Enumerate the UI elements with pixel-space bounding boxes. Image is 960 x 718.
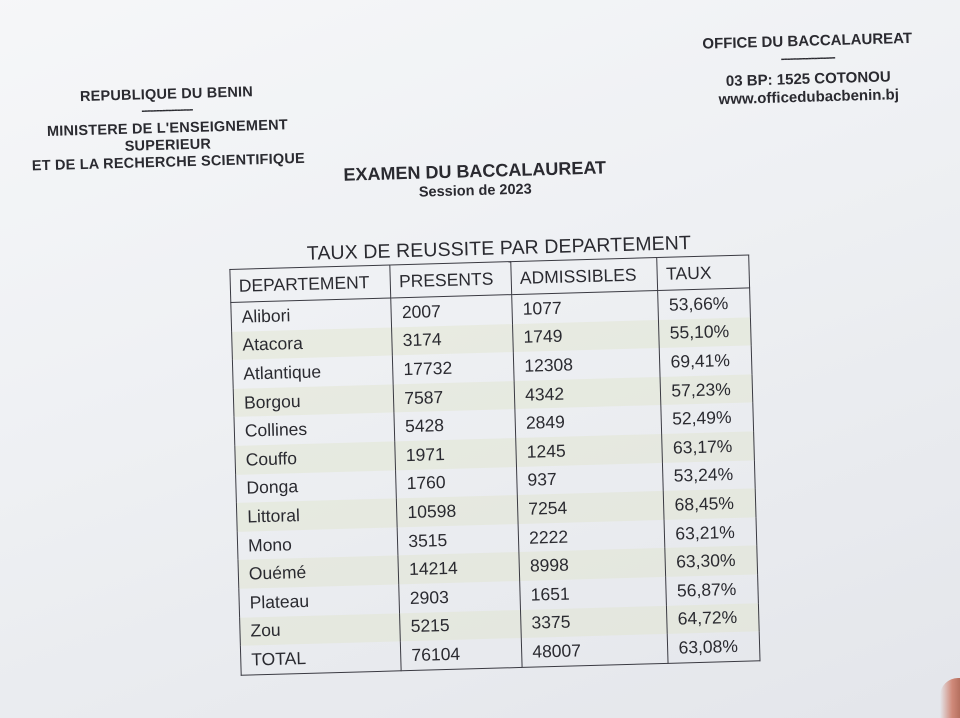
- cell-presents: 2903: [399, 581, 521, 613]
- cell-presents: 3174: [392, 324, 514, 356]
- cell-departement: Atlantique: [232, 356, 393, 389]
- column-header-admissibles: ADMISSIBLES: [511, 258, 658, 295]
- exam-title: EXAMEN DU BACCALAUREAT: [343, 157, 607, 185]
- cell-admissibles: 4342: [514, 377, 661, 410]
- cell-admissibles: 7254: [517, 491, 664, 524]
- cell-presents: 3515: [397, 524, 519, 556]
- cell-departement: Alibori: [231, 298, 392, 332]
- header-right-separator: ------------------: [780, 49, 835, 66]
- cell-admissibles: 2222: [518, 520, 665, 553]
- cell-presents: 1971: [395, 438, 517, 470]
- cell-admissibles: 1749: [513, 320, 660, 353]
- cell-departement: Atacora: [232, 327, 393, 360]
- cell-presents: 5428: [394, 409, 516, 441]
- cell-taux: 55,10%: [659, 317, 751, 348]
- cell-taux: 63,30%: [665, 546, 757, 577]
- cell-taux: 57,23%: [660, 374, 752, 405]
- cell-departement: Couffo: [235, 441, 396, 474]
- cell-admissibles: 8998: [519, 548, 666, 581]
- cell-taux: 63,17%: [662, 431, 754, 462]
- cell-admissibles: 3375: [521, 605, 668, 638]
- cell-taux: 56,87%: [666, 574, 758, 605]
- cell-admissibles: 937: [517, 462, 664, 495]
- cell-taux: 53,24%: [663, 460, 755, 491]
- cell-departement: Zou: [240, 613, 401, 646]
- column-header-presents: PRESENTS: [390, 262, 512, 298]
- table-title: TAUX DE REUSSITE PAR DEPARTEMENT: [306, 232, 692, 265]
- cell-presents: 2007: [391, 295, 513, 327]
- office-name: OFFICE DU BACCALAUREAT: [702, 29, 913, 53]
- cell-presents: 5215: [400, 609, 522, 641]
- ministry-line-1: MINISTERE DE L'ENSEIGNEMENT: [46, 117, 289, 140]
- cell-taux: 68,45%: [664, 489, 756, 520]
- cell-taux: 53,66%: [658, 288, 750, 320]
- total-label: TOTAL: [240, 641, 401, 675]
- cell-presents: 14214: [398, 552, 520, 584]
- cell-departement: Donga: [236, 470, 397, 503]
- cell-departement: Borgou: [233, 384, 394, 417]
- column-header-departement: DEPARTEMENT: [230, 265, 391, 302]
- total-taux: 63,08%: [668, 631, 760, 663]
- cell-taux: 52,49%: [661, 403, 753, 434]
- header-right: [677, 29, 939, 110]
- cell-admissibles: 1077: [512, 291, 659, 324]
- cell-presents: 10598: [397, 495, 519, 527]
- cell-presents: 17732: [393, 352, 515, 384]
- finger-shadow: [940, 678, 960, 718]
- cell-presents: 1760: [396, 467, 518, 499]
- cell-departement: Plateau: [239, 584, 400, 617]
- exam-heading: [324, 156, 625, 204]
- header-left-separator: -----------------: [141, 101, 193, 118]
- column-header-taux: TAUX: [657, 255, 749, 291]
- total-presents: 76104: [401, 638, 523, 670]
- ministry-line-3: ET DE LA RECHERCHE SCIENTIFIQUE: [31, 150, 306, 175]
- total-admissibles: 48007: [521, 634, 668, 667]
- cell-presents: 7587: [393, 381, 515, 413]
- cell-taux: 64,72%: [667, 603, 759, 634]
- cell-taux: 63,21%: [664, 517, 756, 548]
- header-left: [16, 82, 318, 175]
- country-name: REPUBLIQUE DU BENIN: [79, 84, 254, 106]
- cell-admissibles: 12308: [513, 348, 660, 381]
- cell-departement: Littoral: [236, 499, 397, 532]
- cell-departement: Collines: [234, 413, 395, 446]
- exam-session: Session de 2023: [418, 181, 532, 201]
- office-address: 03 BP: 1525 COTONOU: [725, 68, 891, 91]
- cell-admissibles: 2849: [515, 405, 662, 438]
- results-table: [229, 254, 760, 675]
- cell-admissibles: 1651: [520, 577, 667, 610]
- cell-departement: Ouémé: [238, 556, 399, 589]
- cell-admissibles: 1245: [516, 434, 663, 467]
- cell-departement: Mono: [237, 527, 398, 560]
- office-website: www.officedubacbenin.bj: [718, 86, 900, 109]
- ministry-line-2: SUPERIEUR: [124, 136, 212, 155]
- cell-taux: 69,41%: [660, 346, 752, 377]
